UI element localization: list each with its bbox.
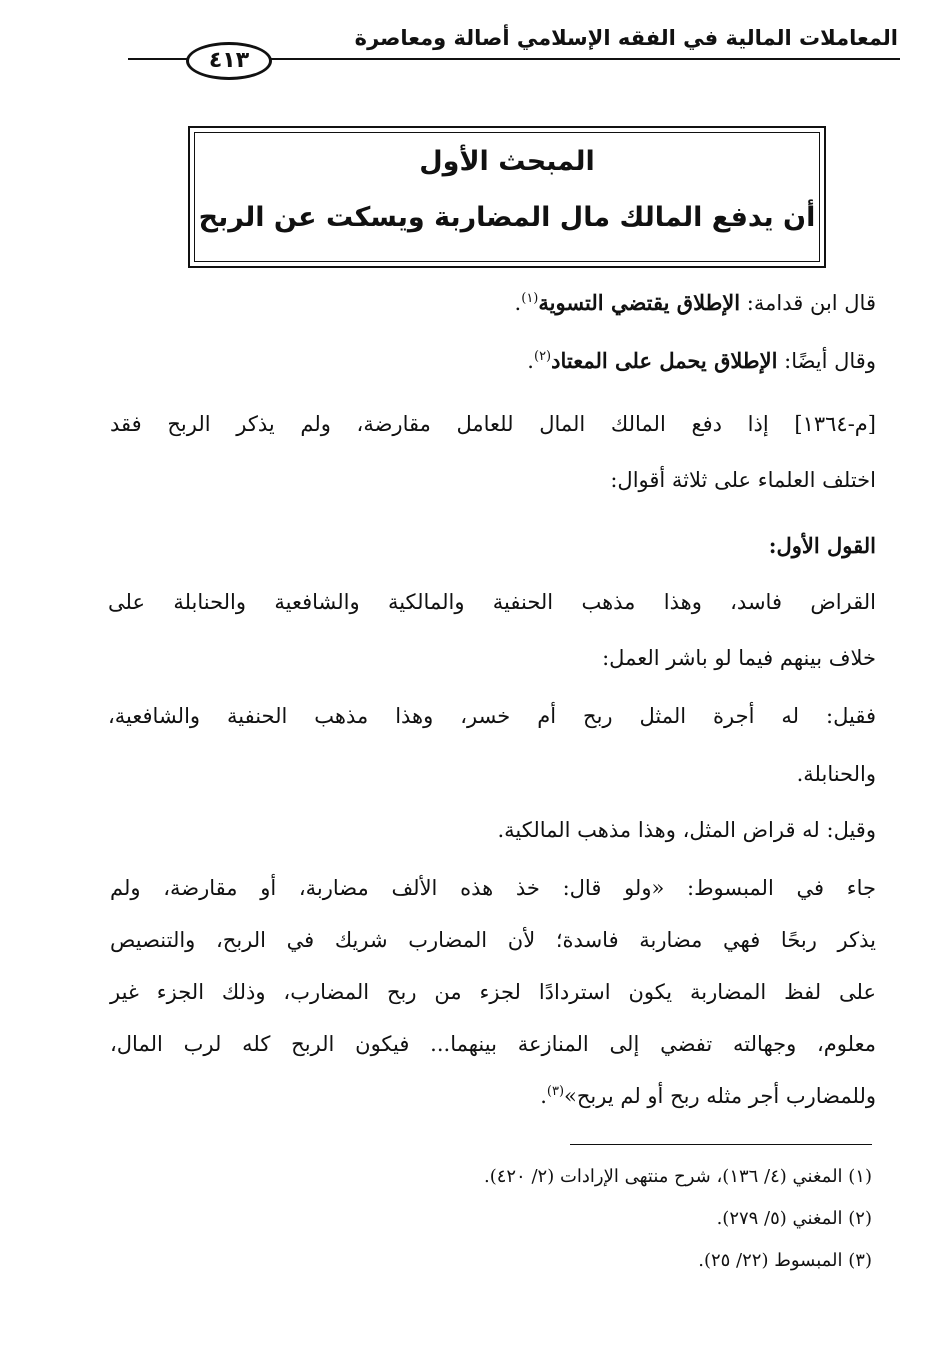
quote-rule: الإطلاق يقتضي التسوية <box>538 290 741 315</box>
paragraph-line: خلاف بينهم فيما لو باشر العمل: <box>602 646 876 670</box>
quote-rule: الإطلاق يحمل على المعتاد <box>551 348 778 373</box>
footnote-separator <box>570 1144 872 1145</box>
quote-also <box>527 348 876 373</box>
mabsut-quote-line <box>540 1084 876 1108</box>
page-number: ٤١٣ <box>186 42 272 80</box>
section-title: المبحث الأول <box>419 146 595 177</box>
footnote-2: (٢) المغني (٥/ ٢٧٩). <box>716 1208 872 1229</box>
first-opinion-heading: القول الأول: <box>768 533 876 558</box>
paragraph-line: القراض فاسد، وهذا مذهب الحنفية والمالكية والشافعية والحنابلة على <box>108 590 876 614</box>
line-end: . <box>514 291 522 315</box>
footnote-ref-2: (٢) <box>533 349 552 364</box>
footnote-3: (٣) المبسوط (٢٢/ ٢٥). <box>698 1250 872 1271</box>
footnote-ref-3: (٣) <box>546 1084 565 1099</box>
footnote-1: (١) المغني (٤/ ١٣٦)، شرح منتهى الإرادات (٢/ ٤٢٠). <box>483 1166 872 1187</box>
quote-intro: قال ابن قدامة: <box>740 291 876 315</box>
paragraph-line: فقيل: له أجرة المثل ربح أم خسر، وهذا مذهب الحنفية والشافعية، <box>108 704 876 728</box>
quote-ibn-qudama <box>515 290 876 315</box>
line-end: . <box>527 349 534 373</box>
section-title-frame <box>188 126 826 268</box>
section-subtitle: أن يدفع المالك مال المضاربة ويسكت عن الربح <box>198 202 816 233</box>
mabsut-quote-line: يذكر ربحًا فهي مضاربة فاسدة؛ لأن المضارب شريك في الربح، والتنصيص <box>110 928 876 952</box>
mabsut-quote-line: معلوم، وجهالته تفضي إلى المنازعة بينهما... فيكون الربح كله لرب المال، <box>110 1032 876 1056</box>
line-end: . <box>540 1084 547 1108</box>
paragraph-line: والحنابلة. <box>796 762 876 786</box>
issue-statement-line: اختلف العلماء على ثلاثة أقوال: <box>610 468 876 492</box>
quote-text: وللمضارب أجر مثله ربح أو لم يربح» <box>564 1084 876 1108</box>
footnote-ref-1: (١) <box>521 291 539 306</box>
mabsut-quote-line: جاء في المبسوط: «ولو قال: خذ هذه الألف مضاربة، أو مقارضة، ولم <box>110 876 876 900</box>
mabsut-quote-line: على لفظ المضاربة يكون استردادًا لجزء من ربح المضارب، وذلك الجزء غير <box>110 980 876 1004</box>
quote-intro: وقال أيضًا: <box>777 349 876 373</box>
issue-statement-line: [م-١٣٦٤] إذا دفع المالك المال للعامل مقارضة، ولم يذكر الربح فقد <box>110 412 876 436</box>
paragraph-line: وقيل: له قراض المثل، وهذا مذهب المالكية. <box>497 818 876 842</box>
running-title: المعاملات المالية في الفقه الإسلامي أصالة ومعاصرة <box>354 26 898 50</box>
